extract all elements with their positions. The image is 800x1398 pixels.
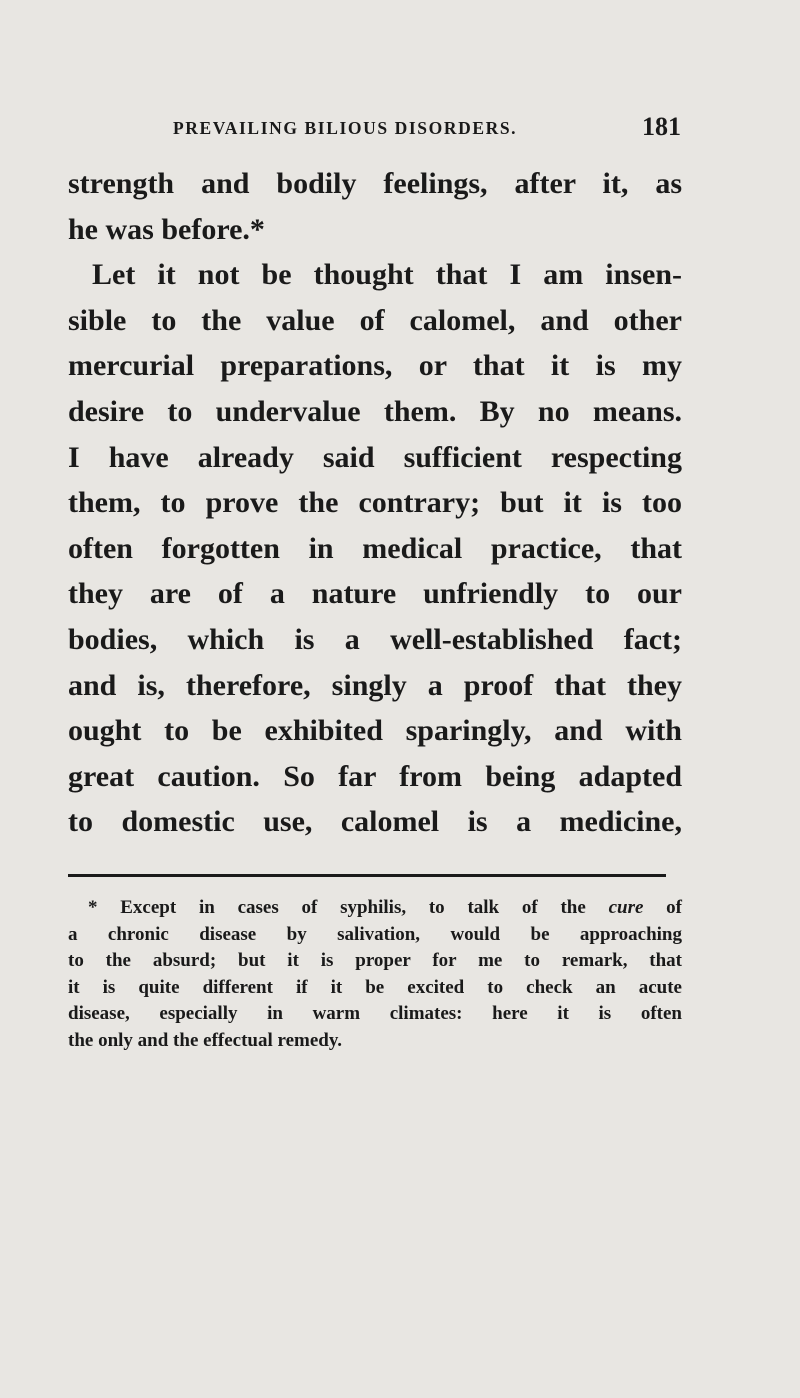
footnote-line: [68, 895, 682, 922]
body-line: great caution. So far from being adapted: [68, 759, 682, 793]
page-number: 181: [642, 112, 681, 141]
footnote: [68, 895, 682, 1055]
body-line: and is, therefore, singly a proof that they: [68, 668, 682, 702]
footnote-line: it is quite different if it be excited to check an acute: [68, 976, 682, 998]
footnote-line: disease, especially in warm climates: here it is often: [68, 1003, 682, 1025]
running-title: PREVAILING BILIOUS DISORDERS.: [173, 118, 518, 138]
footnote-line: to the absurd; but it is proper for me to remark, that: [68, 950, 682, 972]
body-line: I have already said sufficient respecting: [68, 440, 682, 474]
footnote-text: * Except in cases of syphilis, to talk of the: [88, 897, 609, 918]
body-line: sible to the value of calomel, and other: [68, 303, 682, 337]
body-line: Let it not be thought that I am insen-: [92, 258, 682, 292]
footnote-text: of: [643, 897, 682, 918]
body-line: ought to be exhibited sparingly, and with: [68, 714, 682, 748]
body-line: desire to undervalue them. By no means.: [68, 394, 682, 428]
body-line: bodies, which is a well-established fact;: [68, 622, 682, 656]
body-line: he was before.*: [68, 212, 265, 246]
body-line: mercurial preparations, or that it is my: [68, 349, 682, 383]
body-text: [68, 161, 682, 845]
body-line: them, to prove the contrary; but it is too: [68, 486, 682, 520]
body-line: they are of a nature unfriendly to our: [68, 577, 682, 611]
footnote-rule: [68, 874, 666, 877]
footnote-line: the only and the effectual remedy.: [68, 1029, 343, 1051]
body-line: often forgotten in medical practice, that: [68, 531, 682, 565]
footnote-line: a chronic disease by salivation, would be approaching: [68, 923, 682, 945]
footnote-italic: cure: [608, 897, 644, 918]
body-line: to domestic use, calomel is a medicine,: [68, 805, 682, 839]
running-head: [173, 114, 681, 142]
body-line: strength and bodily feelings, after it, as: [68, 167, 682, 200]
